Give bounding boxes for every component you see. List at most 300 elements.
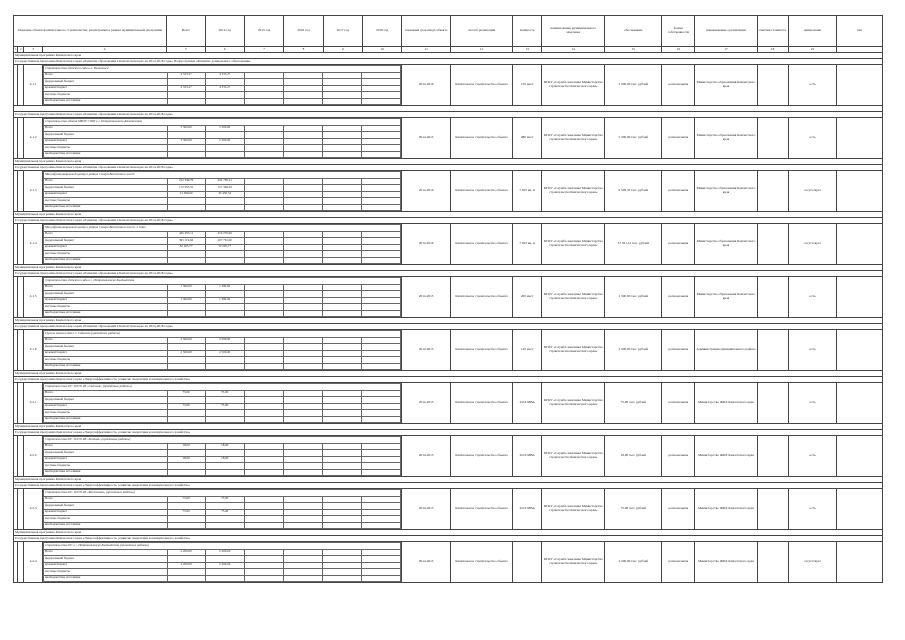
doc-cell: есть	[788, 489, 837, 530]
header-cell: примечание	[788, 16, 837, 47]
section-label: Муниципальная программа Камчатского края	[14, 159, 883, 165]
funding-total: 4 333,27	[167, 72, 205, 79]
funding-source: местные бюджеты	[43, 304, 167, 311]
funding-total: 2 500,00	[167, 337, 205, 344]
power-cell: 2х16 МВА	[513, 436, 542, 477]
power-cell: 2х16 МВА	[513, 489, 542, 530]
program-label: Государственная программа Камчатского края «Энергоэффективность, развитие энергетики и коммунального хозяйства»	[14, 430, 883, 436]
funding-year	[323, 469, 362, 476]
funding-source: Всего	[43, 178, 167, 185]
funding-row	[43, 469, 400, 476]
blank-cell	[757, 489, 788, 530]
term-cell: 2014-2016	[402, 171, 451, 212]
column-number-cell: 9	[323, 47, 362, 53]
funding-total: 4 333,27	[167, 85, 205, 92]
header-cell: наименование муниципального заказчика	[542, 16, 605, 47]
funding-year	[244, 416, 283, 423]
funding-total	[167, 416, 205, 423]
form-cell: региональная	[662, 383, 695, 424]
cost-cell: 75,00 тыс. рублей	[605, 383, 662, 424]
funding-block	[42, 436, 401, 477]
funding-year	[323, 151, 362, 158]
funding-2014: 18,00	[205, 456, 244, 463]
org-cell: Министерство ЖКХ Камчатского края	[695, 489, 757, 530]
column-number-cell: 7	[244, 47, 283, 53]
funding-year	[283, 151, 322, 158]
power-cell: 150 мест	[513, 65, 542, 106]
section-label: Муниципальная программа Камчатского края	[14, 53, 883, 59]
funding-source: местные бюджеты	[43, 410, 167, 417]
doc-cell: есть	[788, 118, 837, 159]
power-cell: 7 625 кв. м	[513, 224, 542, 265]
object-name: Строительство ПС в г. Петропавловске-Камчатском (проектные работы)	[43, 543, 400, 550]
object-code: 4.2.4	[24, 542, 43, 583]
funding-source: местные бюджеты	[43, 92, 167, 99]
customer-cell: КГКУ «Служба заказчика Министерства строительства Камчатского края»	[542, 224, 605, 265]
program-label: Государственная программа Камчатского края «Энергоэффективность, развитие энергетики и коммунального хозяйства»	[14, 483, 883, 489]
blank-cell	[757, 542, 788, 583]
funding-block	[42, 277, 401, 318]
header-cell: способ реализации	[451, 16, 513, 47]
funding-2014: 202 790,21	[205, 178, 244, 185]
funding-row	[43, 522, 400, 529]
funding-row	[43, 151, 400, 158]
form-cell: региональная	[662, 330, 695, 371]
power-cell: 200 мест	[513, 277, 542, 318]
funding-2014: 2 500,00	[205, 350, 244, 357]
funding-source: местные бюджеты	[43, 463, 167, 470]
blank-cell	[757, 383, 788, 424]
object-name: Строительство детского сада в г. Петропавловске-Камчатском	[43, 278, 400, 285]
funding-source: федеральный бюджет	[43, 503, 167, 510]
funding-year	[244, 575, 283, 582]
object-row	[14, 65, 883, 106]
funding-total	[167, 98, 205, 105]
column-number-cell: 2	[18, 47, 24, 53]
method-cell: Капитальное строительство объекта	[451, 436, 513, 477]
funding-total: 2 500,00	[167, 350, 205, 357]
funding-2014: 18,00	[205, 443, 244, 450]
form-cell: региональная	[662, 277, 695, 318]
funding-2014: 310 276,66	[205, 231, 244, 238]
customer-cell: КГКУ «Служба заказчика Министерства строительства Камчатского края»	[542, 171, 605, 212]
blank-cell	[757, 330, 788, 371]
funding-2014: 45 450,54	[205, 191, 244, 198]
object-row	[14, 489, 883, 530]
customer-cell: КГКУ «Служба заказчика Министерства строительства Камчатского края»	[542, 118, 605, 159]
funding-source: внебюджетные источники	[43, 575, 167, 582]
method-cell: Капитальное строительство объекта	[451, 330, 513, 371]
funding-source: краевой бюджет	[43, 509, 167, 516]
term-cell: 2014-2015	[402, 383, 451, 424]
header-cell: 2016 год	[284, 16, 323, 47]
header-cell: 2017 год	[323, 16, 362, 47]
funding-block	[42, 489, 401, 530]
column-number-cell: 19	[788, 47, 837, 53]
funding-year	[283, 363, 322, 370]
org-cell: Министерство образования Камчатского края	[695, 224, 757, 265]
funding-source: внебюджетные источники	[43, 98, 167, 105]
header-cell: мощность	[513, 16, 542, 47]
blank-cell	[837, 330, 883, 371]
funding-2014: 267 791,00	[205, 238, 244, 245]
cost-cell: 5 000,00 тыс. рублей	[605, 65, 662, 106]
funding-2014: 157 369,03	[205, 185, 244, 192]
funding-source: внебюджетные источники	[43, 522, 167, 529]
funding-2014	[205, 257, 244, 264]
doc-cell: отсутствует	[788, 171, 837, 212]
funding-year	[362, 522, 401, 529]
funding-total	[167, 257, 205, 264]
term-cell: 2014-2015	[402, 277, 451, 318]
funding-year	[362, 310, 401, 317]
funding-2014	[205, 151, 244, 158]
form-cell: региональная	[662, 489, 695, 530]
cost-cell: 5 300,00 тыс. рублей	[605, 118, 662, 159]
column-number-cell: 18	[757, 47, 788, 53]
org-cell: Администрация муниципального района	[695, 330, 757, 371]
column-number-cell: 14	[542, 47, 605, 53]
customer-cell: КГКУ «Служба заказчика Министерства строительства Камчатского края»	[542, 489, 605, 530]
section-label: Муниципальная программа Камчатского края	[14, 424, 883, 430]
funding-total: 172 295,55	[167, 185, 205, 192]
funding-source: Всего	[43, 390, 167, 397]
header-cell: обоснование	[605, 16, 662, 47]
program-label: Государственная программа Камчатского края «Энергоэффективность, развитие энергетики и коммунального хозяйства»	[14, 536, 883, 542]
term-cell: 2014-2015	[402, 489, 451, 530]
header-cell: 2018 год	[362, 16, 401, 47]
object-code: 4.1.5	[24, 277, 43, 318]
blank-cell	[837, 171, 883, 212]
funding-year	[283, 310, 322, 317]
customer-cell: КГКУ «Служба заказчика Министерства строительства Камчатского края»	[542, 383, 605, 424]
doc-cell: отсутствует	[788, 224, 837, 265]
funding-year	[244, 151, 283, 158]
column-number-cell: 16	[662, 47, 695, 53]
funding-year	[362, 469, 401, 476]
object-name: Группы полного дня в с. Соболево (проектные работы)	[43, 331, 400, 338]
funding-2014	[205, 522, 244, 529]
customer-cell: КГКУ «Служба заказчика Министерства строительства Камчатского края»	[542, 542, 605, 583]
customer-cell: КГКУ «Служба заказчика Министерства строительства Камчатского края»	[542, 65, 605, 106]
funding-total: 5 300,00	[167, 138, 205, 145]
method-cell: Капитальное строительство объекта	[451, 224, 513, 265]
funding-source: федеральный бюджет	[43, 79, 167, 86]
object-row	[14, 171, 883, 212]
object-name: Строительство детского сада в п. Вилючинск	[43, 66, 400, 73]
funding-source: Всего	[43, 496, 167, 503]
funding-source: федеральный бюджет	[43, 132, 167, 139]
object-name: Многофункциональный центр в районе Северо-Восточного шоссе, 2 этап	[43, 225, 400, 232]
form-cell: региональная	[662, 224, 695, 265]
funding-year	[323, 575, 362, 582]
funding-2014: 75,00	[205, 390, 244, 397]
customer-cell: КГКУ «Служба заказчика Министерства строительства Камчатского края»	[542, 330, 605, 371]
doc-cell: есть	[788, 330, 837, 371]
funding-year	[244, 363, 283, 370]
term-cell: 2014-2016	[402, 224, 451, 265]
funding-total	[167, 310, 205, 317]
header-cell: наименование организации	[695, 16, 757, 47]
form-cell: региональная	[662, 542, 695, 583]
org-cell: Министерство образования Камчатского края	[695, 118, 757, 159]
object-code: 4.1.1	[24, 65, 43, 106]
object-code: 4.2.3	[24, 489, 43, 530]
funding-source: Всего	[43, 443, 167, 450]
table-body	[14, 53, 883, 583]
funding-source: краевой бюджет	[43, 403, 167, 410]
object-row	[14, 224, 883, 265]
funding-year	[244, 98, 283, 105]
header-row	[14, 16, 883, 47]
blank-cell	[757, 171, 788, 212]
funding-year	[283, 469, 322, 476]
funding-block	[42, 65, 401, 106]
section-label: Муниципальная программа Камчатского края	[14, 371, 883, 377]
funding-row	[43, 575, 400, 582]
method-cell: Капитальное строительство объекта	[451, 277, 513, 318]
header-cell: 2014 год	[205, 16, 244, 47]
column-number-cell: 4	[42, 47, 166, 53]
funding-source: краевой бюджет	[43, 456, 167, 463]
method-cell: Капитальное строительство объекта	[451, 65, 513, 106]
funding-source: Всего	[43, 125, 167, 132]
object-row	[14, 277, 883, 318]
object-row	[14, 436, 883, 477]
funding-year	[323, 522, 362, 529]
customer-cell: КГКУ «Служба заказчика Министерства строительства Камчатского края»	[542, 436, 605, 477]
blank-cell	[837, 224, 883, 265]
object-name: Строительство ПС 110/35 кВ «Восточная» (проектные работы)	[43, 490, 400, 497]
funding-total	[167, 469, 205, 476]
funding-year	[283, 204, 322, 211]
cost-cell: 18,00 тыс. рублей	[605, 436, 662, 477]
funding-source: местные бюджеты	[43, 516, 167, 523]
blank-cell	[757, 118, 788, 159]
column-number-cell: 15	[605, 47, 662, 53]
program-label: Государственная программа Камчатского края «Развитие образования в Камчатском крае на 2014-2018 годы» Подпрограмма «Развитие дошкольного образования»	[14, 59, 883, 65]
funding-source: внебюджетные источники	[43, 204, 167, 211]
funding-source: федеральный бюджет	[43, 450, 167, 457]
funding-year	[322, 310, 361, 317]
funding-2014: 5 300,00	[205, 138, 244, 145]
funding-total: 1 300,00	[167, 297, 205, 304]
form-cell: региональная	[662, 118, 695, 159]
funding-year	[362, 98, 401, 105]
program-label: Государственная программа Камчатского края «Развитие образования в Камчатском крае на 2014-2018 годы»	[14, 271, 883, 277]
funding-2014	[205, 204, 244, 211]
section-label: Муниципальная программа Камчатского края	[14, 477, 883, 483]
funding-year	[244, 469, 283, 476]
capital-objects-table	[13, 15, 883, 583]
object-row	[14, 383, 883, 424]
cost-cell: 9 549,33 тыс. рублей	[605, 171, 662, 212]
doc-cell: есть	[788, 277, 837, 318]
funding-year	[244, 204, 283, 211]
funding-source: федеральный бюджет	[43, 185, 167, 192]
funding-source: краевой бюджет	[43, 562, 167, 569]
funding-total: 21 599,60	[167, 191, 205, 198]
term-cell: 2014-2015	[402, 330, 451, 371]
blank-cell	[837, 542, 883, 583]
blank-cell	[837, 383, 883, 424]
funding-2014	[205, 310, 244, 317]
funding-source: краевой бюджет	[43, 138, 167, 145]
funding-year	[323, 204, 362, 211]
method-cell: Капитальное строительство объекта	[451, 489, 513, 530]
funding-total: 75,00	[167, 509, 205, 516]
blank-cell	[837, 489, 883, 530]
funding-source: внебюджетные источники	[43, 151, 167, 158]
funding-2014: 52 205,77	[205, 244, 244, 251]
header-cell: плановый срок ввода объекта	[402, 16, 451, 47]
funding-source: федеральный бюджет	[43, 238, 167, 245]
funding-row	[43, 363, 400, 370]
funding-total: 18,00	[167, 443, 205, 450]
funding-total: 232 349,79	[167, 178, 205, 185]
term-cell: 2014-2016	[402, 65, 451, 106]
funding-source: федеральный бюджет	[43, 397, 167, 404]
method-cell: Капитальное строительство объекта	[451, 171, 513, 212]
funding-total: 395 119,66	[167, 238, 205, 245]
program-label: Государственная программа Камчатского края «Энергоэффективность, развитие энергетики и коммунального хозяйства»	[14, 377, 883, 383]
funding-block	[42, 171, 401, 212]
funding-total: 75,00	[167, 390, 205, 397]
funding-row	[43, 98, 400, 105]
column-number-cell: 12	[451, 47, 513, 53]
header-cell: Всего	[167, 16, 205, 47]
funding-year	[362, 151, 401, 158]
funding-source: Всего	[43, 337, 167, 344]
funding-source: местные бюджеты	[43, 198, 167, 205]
object-row	[14, 118, 883, 159]
funding-year	[283, 257, 322, 264]
funding-2014: 4 333,27	[205, 72, 244, 79]
header-cell: Перечень объектов капитального строительства, реализуемых в рамках муниципальной программы	[14, 16, 167, 47]
funding-source: Всего	[43, 231, 167, 238]
blank-cell	[837, 65, 883, 106]
doc-cell: есть	[788, 383, 837, 424]
funding-source: Всего	[43, 549, 167, 556]
funding-block	[42, 383, 401, 424]
power-cell: 120 мест	[513, 330, 542, 371]
program-label: Государственная программа Камчатского края «Развитие образования в Камчатском крае на 2014-2018 годы»	[14, 218, 883, 224]
funding-total: 445 355,11	[167, 231, 205, 238]
funding-total: 52 205,77	[167, 244, 205, 251]
funding-source: краевой бюджет	[43, 350, 167, 357]
funding-2014: 4 333,27	[205, 85, 244, 92]
funding-row	[43, 257, 400, 264]
funding-total: 5 300,00	[167, 125, 205, 132]
funding-year	[323, 257, 362, 264]
funding-source: местные бюджеты	[43, 251, 167, 258]
funding-2014: 75,00	[205, 496, 244, 503]
funding-year	[244, 310, 283, 317]
section-label: Муниципальная программа Камчатского края	[14, 212, 883, 218]
section-label: Муниципальная программа Камчатского края	[14, 318, 883, 324]
org-cell: Министерство ЖКХ Камчатского края	[695, 436, 757, 477]
funding-row	[43, 204, 400, 211]
object-code: 4.2.2	[24, 436, 43, 477]
cost-cell: 2 500,00 тыс. рублей	[605, 330, 662, 371]
funding-2014: 2 200,00	[205, 549, 244, 556]
funding-2014: 2 500,00	[205, 337, 244, 344]
section-label: Муниципальная программа Камчатского края	[14, 530, 883, 536]
customer-cell: КГКУ «Служба заказчика Министерства строительства Камчатского края»	[542, 277, 605, 318]
org-cell: Министерство образования Камчатского края	[695, 171, 757, 212]
document-sheet	[13, 15, 883, 583]
term-cell: 2014-2015	[402, 118, 451, 159]
funding-block	[42, 224, 401, 265]
funding-block	[42, 330, 401, 371]
funding-2014: 1 300,00	[205, 297, 244, 304]
funding-block	[42, 542, 401, 583]
form-cell: региональная	[662, 171, 695, 212]
section-label: Муниципальная программа Камчатского края	[14, 265, 883, 271]
funding-2014	[205, 575, 244, 582]
funding-source: краевой бюджет	[43, 297, 167, 304]
column-number-cell: 3	[24, 47, 43, 53]
blank-cell	[757, 277, 788, 318]
doc-cell: отсутствует	[788, 542, 837, 583]
funding-source: внебюджетные источники	[43, 363, 167, 370]
header-cell: сметная стоимость	[757, 16, 788, 47]
funding-source: Всего	[43, 72, 167, 79]
funding-year	[283, 98, 322, 105]
method-cell: Капитальное строительство объекта	[451, 118, 513, 159]
funding-2014: 2 200,00	[205, 562, 244, 569]
funding-2014: 75,00	[205, 403, 244, 410]
program-label: Государственная программа Камчатского края «Развитие образования в Камчатском крае на 2014-2018 годы»	[14, 324, 883, 330]
funding-row	[43, 310, 400, 317]
funding-source: краевой бюджет	[43, 191, 167, 198]
column-number-cell: 13	[513, 47, 542, 53]
funding-total: 75,00	[167, 403, 205, 410]
object-row	[14, 542, 883, 583]
funding-total	[167, 204, 205, 211]
blank-cell	[757, 224, 788, 265]
column-number-cell: 8	[284, 47, 323, 53]
blank-cell	[757, 65, 788, 106]
cost-cell: 2 200,00 тыс. рублей	[605, 542, 662, 583]
object-name: Строительство ПС 110/35 кВ «Зеленая» (проектные работы)	[43, 437, 400, 444]
funding-year	[362, 257, 401, 264]
funding-total: 2 200,00	[167, 549, 205, 556]
funding-source: местные бюджеты	[43, 145, 167, 152]
funding-2014: 75,00	[205, 509, 244, 516]
funding-year	[283, 575, 322, 582]
funding-total	[167, 522, 205, 529]
funding-source: внебюджетные источники	[43, 416, 167, 423]
term-cell: 2014-2015	[402, 436, 451, 477]
doc-cell: есть	[788, 436, 837, 477]
funding-source: внебюджетные источники	[43, 257, 167, 264]
form-cell: региональная	[662, 436, 695, 477]
method-cell: Капитальное строительство объекта	[451, 542, 513, 583]
funding-source: внебюджетные источники	[43, 469, 167, 476]
column-number-cell: 17	[695, 47, 757, 53]
funding-source: федеральный бюджет	[43, 556, 167, 563]
org-cell: Министерство ЖКХ Камчатского края	[695, 383, 757, 424]
funding-row	[43, 416, 400, 423]
funding-source: Всего	[43, 284, 167, 291]
funding-total: 75,00	[167, 496, 205, 503]
funding-year	[362, 204, 401, 211]
funding-year	[322, 416, 361, 423]
program-label: Государственная программа Камчатского края «Развитие образования в Камчатском крае на 2014-2018 годы»	[14, 165, 883, 171]
funding-2014: 1 300,00	[205, 284, 244, 291]
program-label: Государственная программа Камчатского края «Развитие образования в Камчатском крае на 2014-2018 годы»	[14, 112, 883, 118]
